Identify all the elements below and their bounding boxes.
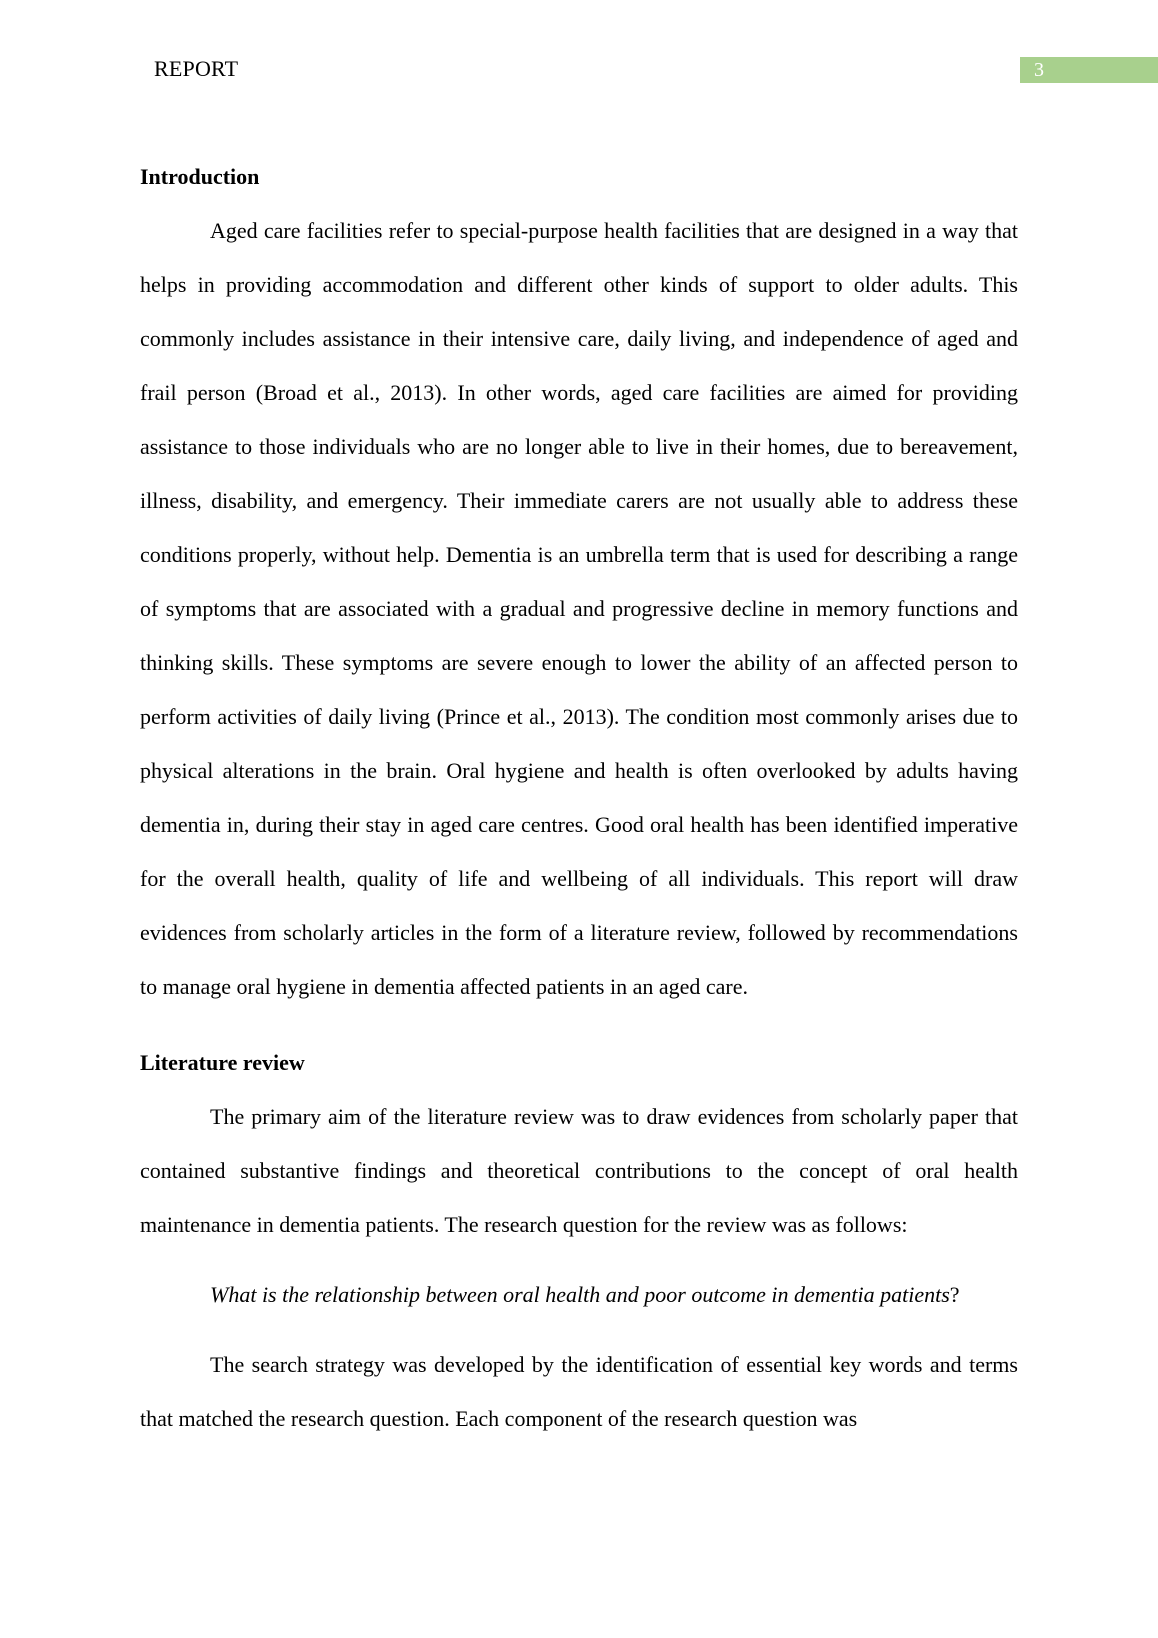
literature-review-paragraph-2: The search strategy was developed by the identification of essential key words and terms that matched the research question. Each component of the research question was bbox=[140, 1352, 1018, 1431]
document-body bbox=[140, 150, 1018, 1446]
research-question-mark: ? bbox=[949, 1282, 960, 1307]
research-question-text: What is the relationship between oral health and poor outcome in dementia patients bbox=[210, 1282, 950, 1307]
research-question bbox=[140, 1268, 1018, 1322]
running-head: REPORT bbox=[154, 56, 239, 81]
introduction-heading: Introduction bbox=[140, 164, 260, 189]
page-number-bar bbox=[1020, 57, 1158, 83]
page-number: 3 bbox=[1034, 59, 1044, 81]
literature-review-heading: Literature review bbox=[140, 1050, 305, 1075]
literature-review-paragraph-1: The primary aim of the literature review was to draw evidences from scholarly paper that contained substantive findings and theoretical contributions to the concept of oral health maintenance in dementia patients. The research question for the review was as follows: bbox=[140, 1104, 1018, 1237]
introduction-paragraph: Aged care facilities refer to special-purpose health facilities that are designed in a way that helps in providing accommodation and different other kinds of support to older adults. This commonly includes assistance in their intensive care, daily living, and independence of aged and frail person (Broad et al., 2013). In other words, aged care facilities are aimed for providing assistance to those individuals who are no longer able to live in their homes, due to bereavement, illness, disability, and emergency. Their immediate carers are not usually able to address these conditions properly, without help. Dementia is an umbrella term that is used for describing a range of symptoms that are associated with a gradual and progressive decline in memory functions and thinking skills. These symptoms are severe enough to lower the ability of an affected person to perform activities of daily living (Prince et al., 2013). The condition most commonly arises due to physical alterations in the brain. Oral hygiene and health is often overlooked by adults having dementia in, during their stay in aged care centres. Good oral health has been identified imperative for the overall health, quality of life and wellbeing of all individuals. This report will draw evidences from scholarly articles in the form of a literature review, followed by recommendations to manage oral hygiene in dementia affected patients in an aged care. bbox=[140, 218, 1018, 999]
